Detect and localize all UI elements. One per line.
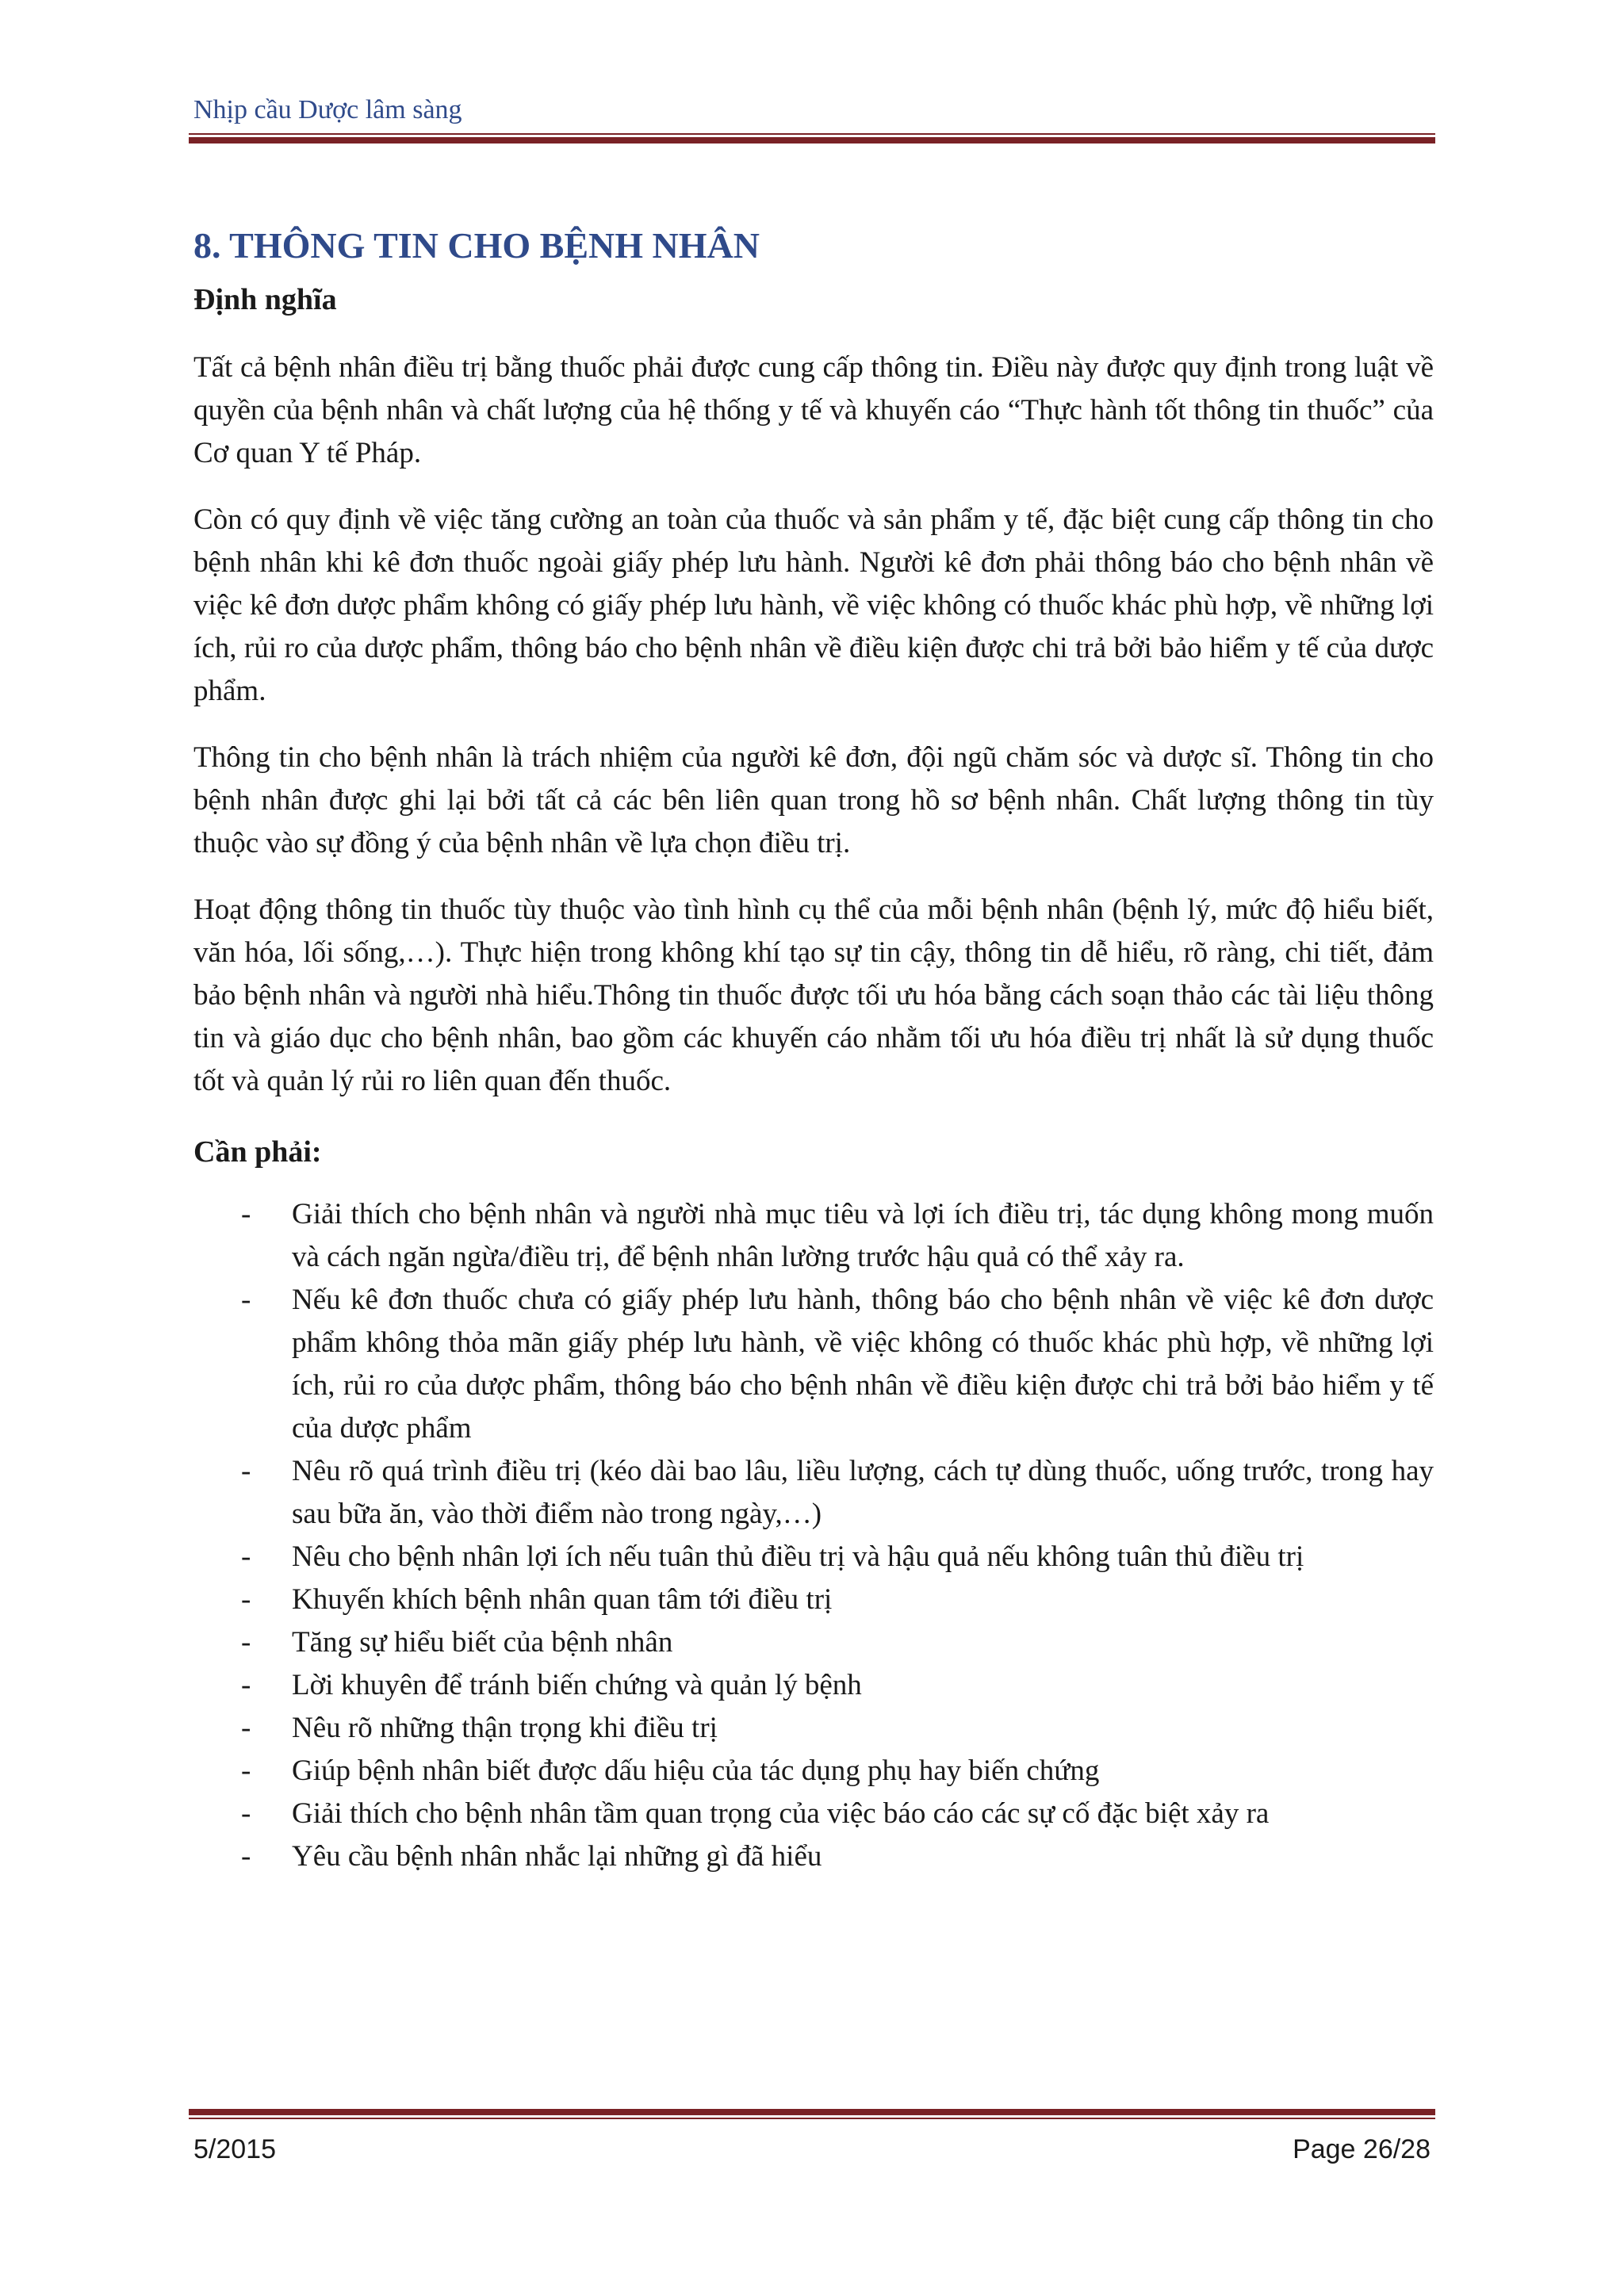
list-item-text: Nêu rõ quá trình điều trị (kéo dài bao lâu, liều lượng, cách tự dùng thuốc, uống trước, trong hay sau bữa ăn, vào thời điểm nào trong ngày,…) [292,1455,1434,1531]
dash-marker: - [241,1583,251,1617]
list-item-text: Giải thích cho bệnh nhân tầm quan trọng của việc báo cáo các sự cố đặc biệt xảy ra [292,1797,1270,1831]
list-item [193,1835,1434,1878]
list-item-text: Nếu kê đơn thuốc chưa có giấy phép lưu hành, thông báo cho bệnh nhân về việc kê đơn dược phẩm không thỏa mãn giấy phép lưu hành, về việc không có thuốc khác phù hợp, về những lợi ích, rủi ro của dược phẩm, thông báo cho bệnh nhân về điều kiện được chi trả bởi bảo hiểm y tế của dược phẩm [292,1284,1434,1445]
requirements-list [193,1193,1434,1878]
list-item [193,1450,1434,1536]
list-item [193,1193,1434,1279]
dash-marker: - [241,1284,251,1317]
requirements-heading: Cần phải: [193,1135,322,1169]
section-title: 8. THÔNG TIN CHO BỆNH NHÂN [193,225,760,266]
list-item [193,1750,1434,1793]
dash-marker: - [241,1626,251,1659]
paragraph: Thông tin cho bệnh nhân là trách nhiệm của người kê đơn, đội ngũ chăm sóc và dược sĩ. Thông tin cho bệnh nhân được ghi lại bởi tất cả các bên liên quan trong hồ sơ bệnh nhân. Chất lượng thông tin tùy thuộc vào sự đồng ý của bệnh nhân về lựa chọn điều trị. [193,741,1434,860]
dash-marker: - [241,1712,251,1745]
footer-date: 5/2015 [193,2134,276,2164]
list-item-text: Lời khuyên để tránh biến chứng và quản lý bệnh [292,1669,862,1702]
list-item-text: Tăng sự hiểu biết của bệnh nhân [292,1626,673,1659]
list-item [193,1793,1434,1835]
definition-heading: Định nghĩa [193,282,337,316]
list-item-text: Yêu cầu bệnh nhân nhắc lại những gì đã hiểu [292,1840,822,1873]
list-item [193,1536,1434,1578]
dash-marker: - [241,1797,251,1831]
footer-rule-thick [189,2109,1435,2115]
dash-marker: - [241,1455,251,1488]
list-item [193,1707,1434,1750]
list-item [193,1621,1434,1664]
paragraph: Tất cả bệnh nhân điều trị bằng thuốc phải được cung cấp thông tin. Điều này được quy định trong luật về quyền của bệnh nhân và chất lượng của hệ thống y tế và khuyến cáo “Thực hành tốt thông tin thuốc” của Cơ quan Y tế Pháp. [193,351,1434,470]
dash-marker: - [241,1669,251,1702]
dash-marker: - [241,1840,251,1873]
header-rule-thin [189,133,1435,135]
footer-rule-thin [189,2118,1435,2119]
list-item-text: Giải thích cho bệnh nhân và người nhà mục tiêu và lợi ích điều trị, tác dụng không mong muốn và cách ngăn ngừa/điều trị, để bệnh nhân lường trước hậu quả có thể xảy ra. [292,1198,1434,1274]
dash-marker: - [241,1755,251,1788]
list-item [193,1664,1434,1707]
list-item [193,1578,1434,1621]
list-item [193,1279,1434,1450]
main-content [193,222,1434,1878]
paragraph: Hoạt động thông tin thuốc tùy thuộc vào tình hình cụ thể của mỗi bệnh nhân (bệnh lý, mức độ hiểu biết, văn hóa, lối sống,…). Thực hiện trong không khí tạo sự tin cậy, thông tin dễ hiểu, rõ ràng, chi tiết, đảm bảo bệnh nhân và người nhà hiểu.Thông tin thuốc được tối ưu hóa bằng cách soạn thảo các tài liệu thông tin và giáo dục cho bệnh nhân, bao gồm các khuyến cáo nhằm tối ưu hóa điều trị nhất là sử dụng thuốc tốt và quản lý rủi ro liên quan đến thuốc. [193,894,1434,1098]
paragraph: Còn có quy định về việc tăng cường an toàn của thuốc và sản phẩm y tế, đặc biệt cung cấp thông tin cho bệnh nhân khi kê đơn thuốc ngoài giấy phép lưu hành. Người kê đơn phải thông báo cho bệnh nhân về việc kê đơn dược phẩm không có giấy phép lưu hành, về việc không có thuốc khác phù hợp, về những lợi ích, rủi ro của dược phẩm, thông báo cho bệnh nhân về điều kiện được chi trả bởi bảo hiểm y tế của dược phẩm. [193,503,1434,708]
list-item-text: Nêu cho bệnh nhân lợi ích nếu tuân thủ điều trị và hậu quả nếu không tuân thủ điều trị [292,1540,1304,1574]
list-item-text: Nêu rõ những thận trọng khi điều trị [292,1712,718,1745]
dash-marker: - [241,1540,251,1574]
header-rule-thick [189,137,1435,144]
footer-page-number: Page 26/28 [1293,2134,1431,2164]
dash-marker: - [241,1198,251,1231]
header-title: Nhịp cầu Dược lâm sàng [193,95,462,124]
list-item-text: Khuyến khích bệnh nhân quan tâm tới điều trị [292,1583,833,1617]
list-item-text: Giúp bệnh nhân biết được dấu hiệu của tác dụng phụ hay biến chứng [292,1755,1100,1788]
